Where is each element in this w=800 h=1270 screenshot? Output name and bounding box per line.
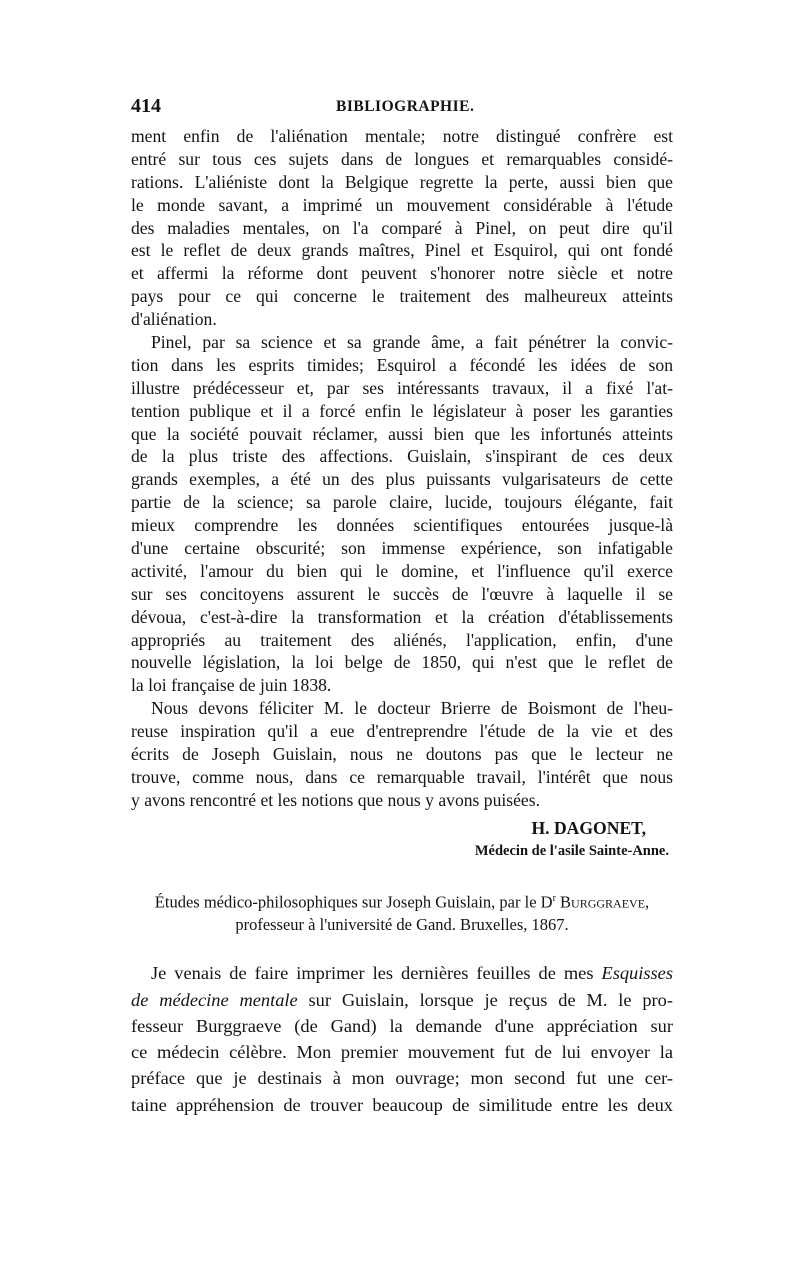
text-line: entré sur tous ces sujets dans de longues et remarquables considé-: [131, 148, 673, 169]
text-line: dévoua, c'est-à-dire la transformation et la création d'établissements: [131, 606, 673, 627]
text-line: tention publique et il a forcé enfin le législateur à poser les garanties: [131, 400, 673, 421]
text-line: et affermi la réforme dont peuvent s'honorer notre siècle et notre: [131, 263, 673, 284]
spacer: [131, 936, 673, 960]
text-line: grands exemples, a été un des plus puissants vulgarisateurs de cette: [131, 469, 673, 490]
review-title: [131, 888, 673, 937]
book-title-italic: de médecine mentale: [131, 989, 298, 1010]
text-line: sur ses concitoyens assurent le succès de l'œuvre à laquelle il se: [131, 583, 673, 604]
text-line: y avons rencontré et les notions que nous y avons puisées.: [131, 789, 540, 810]
text-line: préface que je destinais à mon ouvrage; mon second fut une cer-: [131, 1068, 673, 1089]
paragraph-felicitations: [131, 697, 673, 811]
text-line: écrits de Joseph Guislain, nous ne doutons pas que le lecteur ne: [131, 744, 673, 765]
text-line: d'aliénation.: [131, 309, 217, 330]
text-line: de la plus triste des affections. Guislain, s'inspirant de ces deux: [131, 446, 673, 467]
text-segment: sur Guislain, lorsque je reçus de M. le pro-: [308, 989, 673, 1010]
signature-name: H. DAGONET,: [531, 817, 646, 838]
text-line: partie de la science; sa parole claire, lucide, toujours élégante, fait: [131, 492, 673, 513]
text-line: mieux comprendre les données scientifiques entourées jusque-là: [131, 515, 673, 536]
paragraph-pinel: [131, 331, 673, 697]
review-title-line-2: professeur à l'université de Gand. Bruxelles, 1867.: [235, 914, 569, 934]
text-line: appropriés au traitement des aliénés, l'application, enfin, d'une: [131, 629, 673, 650]
paragraph-aliénation: [131, 125, 673, 331]
text-line: trouve, comme nous, dans ce remarquable travail, l'intérêt que nous: [131, 766, 673, 787]
text-line: est le reflet de deux grands maîtres, Pinel et Esquirol, qui ont fondé: [131, 240, 673, 261]
text-line: la loi française de juin 1838.: [131, 675, 332, 696]
text-segment: Je venais de faire imprimer les dernières feuilles de mes: [151, 963, 594, 984]
text-line: Nous devons féliciter M. le docteur Brierre de Boismont de l'heu-: [151, 698, 673, 719]
text-line: ce médecin célèbre. Mon premier mouvement fut de lui envoyer la: [131, 1042, 673, 1063]
running-head: [131, 95, 673, 125]
page-number: 414: [131, 95, 161, 117]
text-line: illustre prédécesseur et, par ses intéressants travaux, il a fixé l'at-: [131, 377, 673, 398]
text-line: Pinel, par sa science et sa grande âme, a fait pénétrer la convic-: [151, 332, 673, 353]
text-line: des maladies mentales, on l'a comparé à Pinel, on peut dire qu'il: [131, 217, 673, 238]
book-page: [131, 95, 673, 1118]
signature-role: Médecin de l'asile Sainte-Anne.: [474, 842, 669, 859]
book-title-italic: Esquisses: [601, 963, 673, 984]
text-line: reuse inspiration qu'il a eue d'entreprendre l'étude de la vie et des: [131, 721, 673, 742]
text-line: [131, 960, 673, 986]
review-title-line-1: [131, 888, 673, 914]
review-title-text: Études médico-philosophiques sur Joseph Guislain, par le D: [154, 892, 553, 912]
running-title: BIBLIOGRAPHIE.: [336, 98, 475, 115]
review-author: Burggraeve,: [560, 892, 650, 912]
review-paragraph: [131, 960, 673, 1118]
text-line: d'une certaine obscurité; son immense expérience, son infatigable: [131, 538, 673, 559]
text-line: [131, 987, 673, 1013]
signature: [131, 816, 673, 862]
text-line: ment enfin de l'aliénation mentale; notre distingué confrère est: [131, 126, 673, 146]
text-line: fesseur Burggraeve (de Gand) la demande d'une appréciation sur: [131, 1015, 673, 1036]
text-line: nouvelle législation, la loi belge de 1850, qui n'est que le reflet de: [131, 652, 673, 673]
text-line: que la société pouvait réclamer, aussi bien que les infortunés atteints: [131, 423, 673, 444]
text-line: taine appréhension de trouver beaucoup de similitude entre les deux: [131, 1094, 673, 1115]
text-line: le monde savant, a imprimé un mouvement considérable à l'étude: [131, 194, 673, 215]
text-line: activité, l'amour du bien qui le domine, et l'influence qu'il exerce: [131, 560, 673, 581]
text-line: pays pour ce qui concerne le traitement des malheureux atteints: [131, 286, 673, 307]
review-title-sup: r: [552, 892, 556, 904]
text-line: tion dans les esprits timides; Esquirol a fécondé les idées de son: [131, 354, 673, 375]
text-line: rations. L'aliéniste dont la Belgique regrette la perte, aussi bien que: [131, 171, 673, 192]
